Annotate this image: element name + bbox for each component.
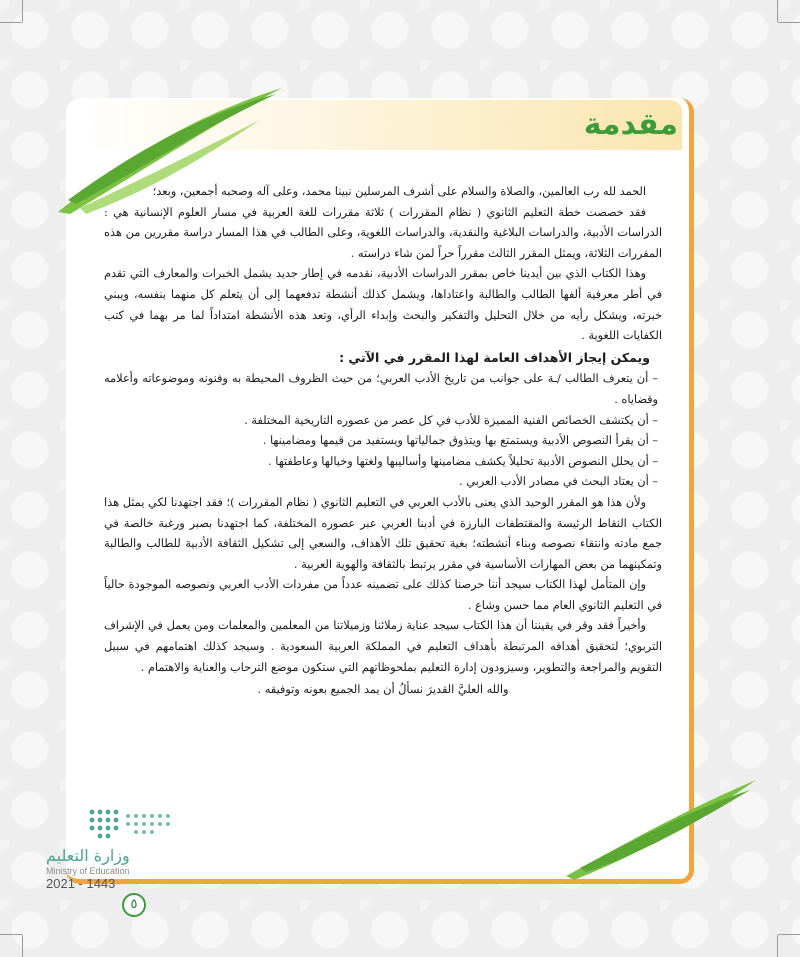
goal-item: – أن يكتشف الخصائص الفنية المميزة للأدب في كل عصر من عصوره التاريخية المختلفة .: [104, 411, 658, 432]
crop-mark: [22, 0, 23, 22]
green-brush-stroke-bottom: [560, 772, 760, 882]
crop-mark: [0, 22, 22, 23]
closing-prayer: والله العليَّ القديرَ نسألُ أن يمد الجميع بعونه وتوفيقه .: [257, 683, 509, 697]
crop-mark: [0, 934, 22, 935]
goal-item: – أن يتعرف الطالب /ـة على جوانب من تاريخ الأدب العربي؛ من حيث الظروف المحيطة به وفنونه وموضوعاته وأعلامه وقضاياه .: [104, 369, 658, 410]
paragraph: وأخيراً فقد وقر في يقيننا أن هذا الكتاب سيجد عناية زملائنا وزميلاتنا من المعلمين والمعلمات ومن يعمل في الإشراف التربوي؛ لتحقيق أهدافه المرتبطة بأهداف التعليم في المملكة العربية السعودية . وسيجد كذلك اهتمامهم في سبيل التقويم والمراجعة والتطوير، وسيزودون إدارة التعليم بملحوظاتهم التي ستكون موضع الترحاب والعناية والاهتمام .: [104, 619, 662, 674]
page-number: ٥: [122, 893, 146, 917]
crop-mark: [778, 934, 800, 935]
crop-mark: [777, 935, 778, 957]
goals-list: [104, 369, 662, 493]
crop-mark: [22, 935, 23, 957]
logo-english-text: Ministry of Education: [46, 866, 130, 876]
paragraph: فقد خصصت خطة التعليم الثانوي ( نظام المقررات ) ثلاثة مقررات للغة العربية في مسار العلوم الإنسانية هي : الدراسات الأدبية، والدراسات البلاغية والنقدية، والدراسات اللغوية، وعلى الطالب في هذا المسار دراسة مقررين من هذه المقررات الثلاثة، ويمثل المقرر الثالث مقرراً حراً لمن شاء دراسته .: [104, 205, 662, 260]
paragraph: ولأن هذا هو المقرر الوحيد الذي يعنى بالأدب العربي في التعليم الثانوي ( نظام المقررات )؛ فقد اجتهدنا لكي يمثل هذا الكتاب النقاط الرئيسة والمقتطفات البارزة في أدبنا العربي عبر عصوره المختلفة، كما اجتهدنا بصبر ورغبة خالصة في جمع مادته وانتقاء نصوصه وبناء أنشطته؛ بغية تحقيق تلك الأهداف، والسعي إلى تشكيل الثقافة الأدبية للطالب والطالبة وتمكينهما من بعض المهارات الأساسية في مقرر يرتبط بالثقافة والهوية العربية .: [104, 495, 662, 571]
goals-heading: ويمكن إيجاز الأهداف العامة لهذا المقرر في الآتي :: [339, 349, 650, 365]
goal-item: – أن يعتاد البحث في مصادر الأدب العربي .: [104, 472, 658, 493]
page-title: مقدمة: [583, 107, 678, 142]
logo-dots-icon: [86, 806, 176, 840]
paragraph: الحمد لله رب العالمين، والصلاة والسلام على أشرف المرسلين نبينا محمد، وعلى آله وصحبه أجمعين، وبعد؛: [152, 185, 646, 198]
intro-text: [104, 182, 662, 701]
goal-item: – أن يقرأ النصوص الأدبية ويستمتع بها ويتذوق جمالياتها ويستفيد من قيمها ومضامينها .: [104, 431, 658, 452]
crop-mark: [777, 0, 778, 22]
paragraph: وهذا الكتاب الذي بين أيدينا خاص بمقرر الدراسات الأدبية، نقدمه في إطار جديد يشمل الخبرات والمعارف التي تقدم في أطر معرفية ألفها الطالب والطالبة واعتاداها، ويشمل كذلك أنشطة تدفعهما إلى أن يتعلم كل منهما بنفسه، ويبني خبرته، ويشكل رأيه من خلال التحليل والتفكير والبحث وإبداء الرأي، وتعد هذه الأنشطة امتداداً لما مر بهما في كتب الكفايات اللغوية .: [104, 267, 662, 343]
goal-item: – أن يحلل النصوص الأدبية تحليلاً يكشف مضامينها وأساليبها ولغتها وخيالها وعاطفتها .: [104, 452, 658, 473]
paragraph: وإن المتأمل لهذا الكتاب سيجد أننا حرصنا كذلك على تضمينه عدداً من مفردات الأدب العربي ونصوصه الموجودة حالياً في التعليم الثانوي العام مما حسن وشاع .: [104, 578, 662, 612]
logo-arabic-text: وزارة التعليم: [46, 846, 130, 865]
crop-mark: [778, 22, 800, 23]
edition-year: 2021 - 1443: [46, 876, 116, 891]
ministry-logo: [46, 806, 166, 886]
